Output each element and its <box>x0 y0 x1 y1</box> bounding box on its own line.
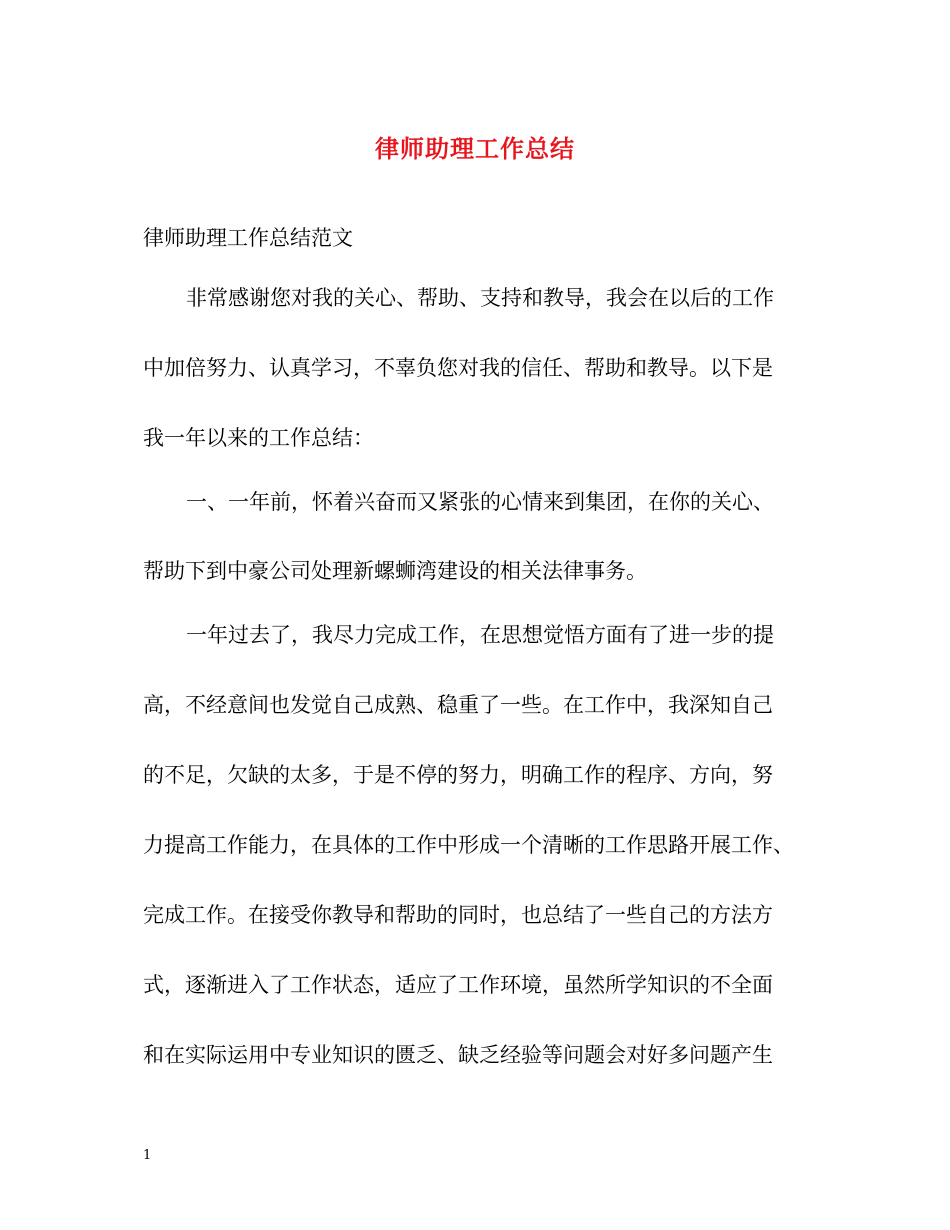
body-line: 的不足，欠缺的太多，于是不停的努力，明确工作的程序、方向，努 <box>143 763 773 787</box>
page-number: 1 <box>143 1148 152 1163</box>
body-line: 式，逐渐进入了工作状态，适应了工作环境，虽然所学知识的不全面 <box>143 973 773 997</box>
body-line: 一年过去了，我尽力完成工作，在思想觉悟方面有了进一步的提 <box>186 623 774 647</box>
body-line: 中加倍努力、认真学习，不辜负您对我的信任、帮助和教导。以下是 <box>143 356 773 380</box>
body-line: 非常感谢您对我的关心、帮助、支持和教导，我会在以后的工作 <box>186 286 774 310</box>
body-line: 帮助下到中豪公司处理新螺蛳湾建设的相关法律事务。 <box>143 559 647 583</box>
body-line: 一、一年前，怀着兴奋而又紧张的心情来到集团，在你的关心、 <box>186 490 774 514</box>
body-line: 完成工作。在接受你教导和帮助的同时，也总结了一些自己的方法方 <box>143 903 773 927</box>
body-line: 力提高工作能力，在具体的工作中形成一个清晰的工作思路开展工作、 <box>143 833 794 857</box>
document-title: 律师助理工作总结 <box>375 134 575 163</box>
document-subtitle: 律师助理工作总结范文 <box>143 226 353 250</box>
body-line: 和在实际运用中专业知识的匮乏、缺乏经验等问题会对好多问题产生 <box>143 1043 773 1067</box>
body-line: 我一年以来的工作总结： <box>143 426 374 450</box>
body-line: 高，不经意间也发觉自己成熟、稳重了一些。在工作中，我深知自己 <box>143 693 773 717</box>
